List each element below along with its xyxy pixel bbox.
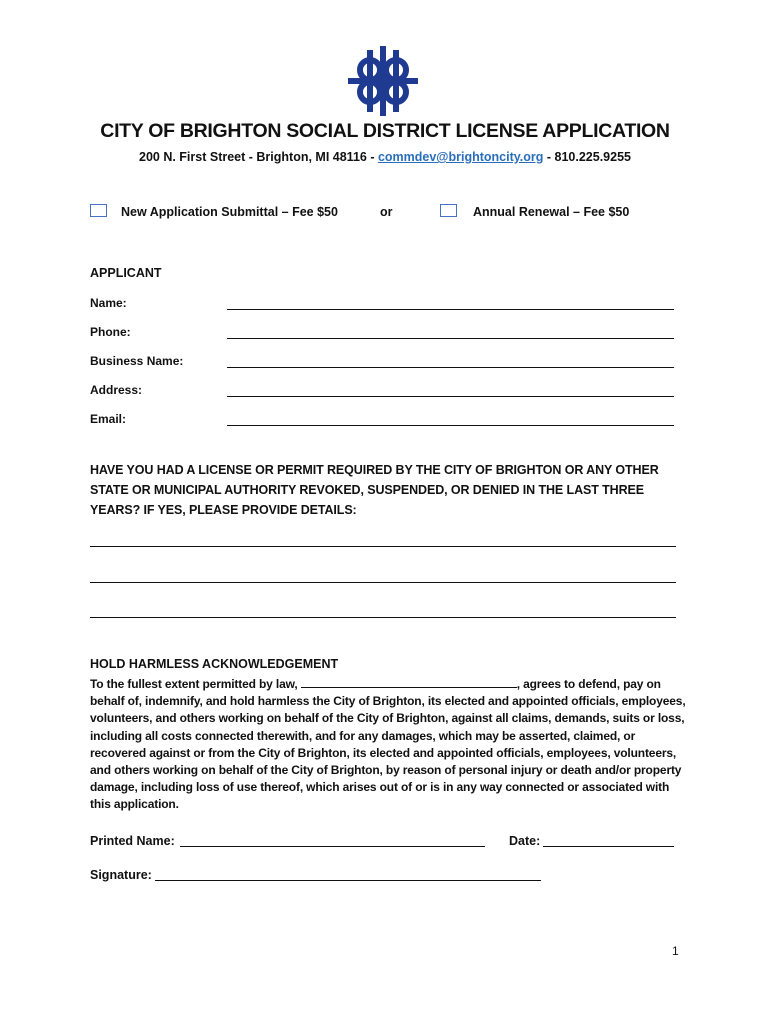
email-link[interactable]: commdev@brightoncity.org — [377, 150, 544, 164]
annual-renewal-checkbox[interactable] — [440, 204, 457, 217]
details-line-2[interactable] — [90, 582, 676, 583]
acknowledging-party-field[interactable] — [301, 677, 517, 688]
name-field[interactable] — [227, 309, 674, 310]
address-label: Address: — [90, 383, 143, 397]
phone-text: - 810.225.9255 — [543, 150, 631, 164]
date-label: Date: — [509, 834, 541, 848]
hold-harmless-text-start: To the fullest extent permitted by law, — [90, 677, 301, 691]
signature-field[interactable] — [155, 880, 541, 881]
annual-renewal-label: Annual Renewal – Fee $50 — [473, 205, 630, 219]
printed-name-label: Printed Name: — [90, 834, 175, 848]
new-application-checkbox[interactable] — [90, 204, 107, 217]
hold-harmless-text-rest: , agrees to defend, pay on behalf of, indemnify, and hold harmless the City of Brighton, its elected and appointed officials, employees, volunteers, and others working on behalf of the City of Brighton, against all claims, demands, suits or loss, including all costs connected therewith, and for any damages, which may be asserted, claimed, or recovered against or from the City of Brighton, its elected and appointed officials, employees, volunteers, and others working on behalf of the City of Brighton, by reason of personal injury or death and/or property damage, including loss of use thereof, which arises out of or is in any way connected or associated with this application. — [90, 677, 686, 812]
new-application-label: New Application Submittal – Fee $50 — [121, 205, 338, 219]
date-field[interactable] — [543, 846, 674, 847]
or-label: or — [380, 205, 393, 219]
license-revoked-question: HAVE YOU HAD A LICENSE OR PERMIT REQUIRED BY THE CITY OF BRIGHTON OR ANY OTHER STATE OR MUNICIPAL AUTHORITY REVOKED, SUSPENDED, OR DENIED IN THE LAST THREE YEARS? IF YES, PLEASE PROVIDE DETAILS: — [90, 463, 659, 517]
business-name-label: Business Name: — [90, 354, 184, 368]
address-text: 200 N. First Street - Brighton, MI 48116 - — [139, 150, 378, 164]
details-line-3[interactable] — [90, 617, 676, 618]
details-line-1[interactable] — [90, 546, 676, 547]
name-label: Name: — [90, 296, 127, 310]
hold-harmless-heading: HOLD HARMLESS ACKNOWLEDGEMENT — [90, 657, 339, 671]
applicant-heading: APPLICANT — [90, 266, 162, 280]
page-number: 1 — [672, 944, 679, 958]
address-field[interactable] — [227, 396, 674, 397]
page-title: CITY OF BRIGHTON SOCIAL DISTRICT LICENSE APPLICATION — [100, 120, 670, 142]
city-of-brighton-logo — [346, 44, 420, 118]
printed-name-field[interactable] — [180, 846, 485, 847]
signature-label: Signature: — [90, 868, 152, 882]
business-name-field[interactable] — [227, 367, 674, 368]
phone-label: Phone: — [90, 325, 131, 339]
email-field[interactable] — [227, 425, 674, 426]
phone-field[interactable] — [227, 338, 674, 339]
contact-line — [0, 150, 770, 164]
hold-harmless-text — [90, 676, 686, 814]
email-label: Email: — [90, 412, 127, 426]
